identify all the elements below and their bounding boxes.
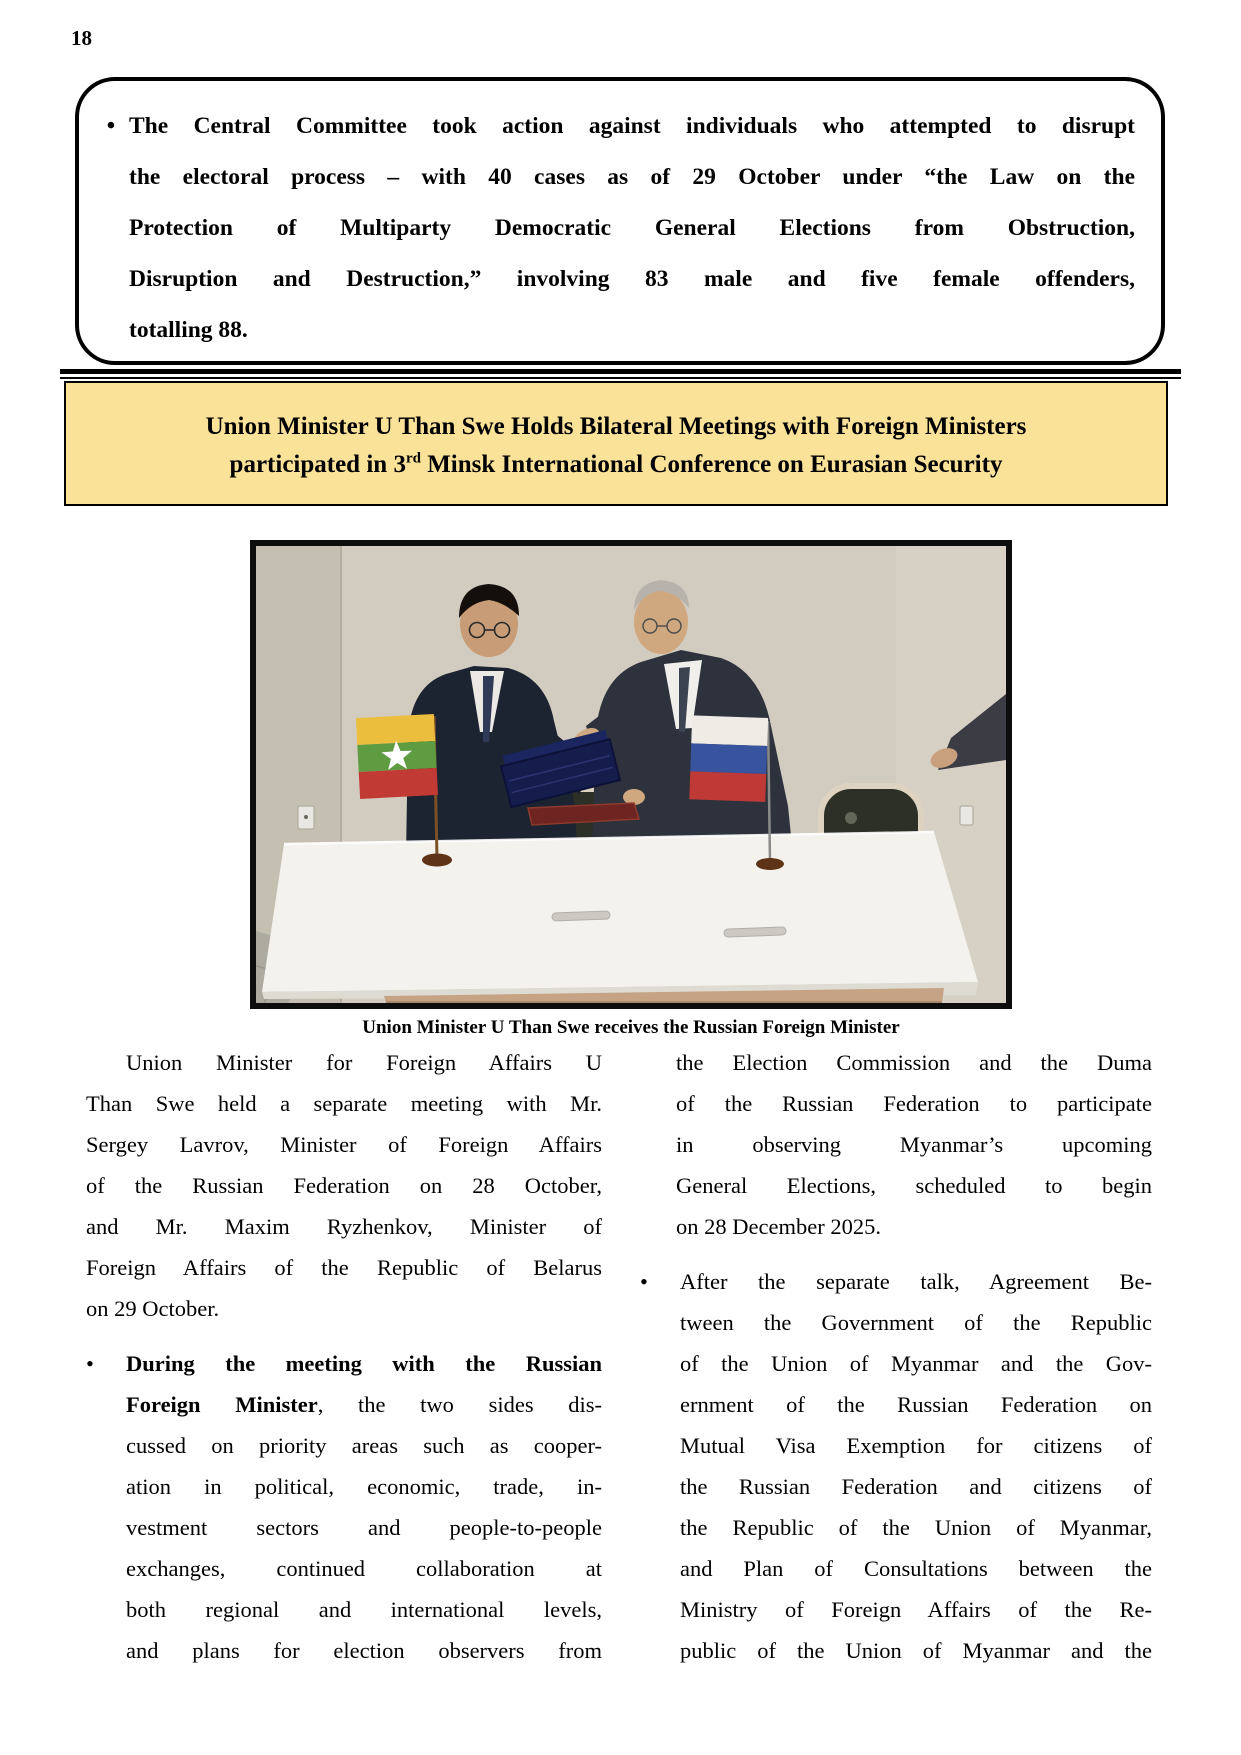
paragraph (86, 1042, 602, 1329)
right-column (640, 1042, 1152, 1671)
text-line: After the separate talk, Agreement Be- (680, 1269, 1152, 1294)
section-divider (60, 369, 1181, 379)
text-line: the Republic of the Union of Myanmar, (680, 1515, 1152, 1540)
text-line: vestment sectors and people-to-people (126, 1515, 602, 1540)
text-line: Mutual Visa Exemption for citizens of (680, 1433, 1152, 1458)
ordinal-superscript: rd (405, 450, 421, 467)
photo-caption: Union Minister U Than Swe receives the Russian Foreign Minister (362, 1017, 900, 1038)
text-line: General Elections, scheduled to begin (676, 1173, 1152, 1198)
text-line: Sergey Lavrov, Minister of Foreign Affairs (86, 1132, 602, 1157)
text-line: and plans for election observers from (126, 1638, 602, 1663)
text-line: on 29 October. (86, 1296, 220, 1321)
article-body (86, 1042, 1152, 1671)
text-line: both regional and international levels, (126, 1597, 602, 1622)
text-line: of the Russian Federation on 28 October, (86, 1173, 602, 1198)
text-line: Protection of Multiparty Democratic General Elections from Obstruction, (129, 215, 1135, 241)
article-headline (64, 381, 1168, 506)
text-line: on 28 December 2025. (676, 1214, 881, 1239)
text-line: of the Russian Federation to participate (676, 1091, 1152, 1116)
signing-table (262, 832, 978, 1003)
bullet-marker: • (640, 1269, 648, 1294)
headline-line-1: Union Minister U Than Swe Holds Bilateral Meetings with Foreign Ministers (205, 413, 1027, 440)
divider-thin-line (60, 377, 1181, 380)
paragraph-continued (640, 1042, 1152, 1247)
text-line: The Central Committee took action against individuals who attempted to disrupt (129, 113, 1135, 139)
alert-box (75, 77, 1165, 365)
bullet-paragraph (86, 1343, 602, 1671)
text-line: Union Minister for Foreign Affairs U (126, 1050, 602, 1075)
bullet-paragraph (640, 1261, 1152, 1671)
text-line: public of the Union of Myanmar and the (680, 1638, 1152, 1663)
text-line: the Russian Federation and citizens of (680, 1474, 1152, 1499)
text-line: Foreign Affairs of the Republic of Belarus (86, 1255, 602, 1280)
meeting-photo-graphic (256, 546, 1006, 1003)
text-line: Ministry of Foreign Affairs of the Re- (680, 1597, 1152, 1622)
photo-figure (250, 540, 1012, 1040)
text-line: and Mr. Maxim Ryzhenkov, Minister of (86, 1214, 602, 1239)
left-column (86, 1042, 602, 1671)
text-line: of the Union of Myanmar and the Gov- (680, 1351, 1152, 1376)
text-line: totalling 88. (129, 317, 248, 343)
text-line: the electoral process – with 40 cases as of 29 October under “the Law on the (129, 164, 1135, 190)
text-line: Than Swe held a separate meeting with Mr. (86, 1091, 602, 1116)
text-line: During the meeting with the Russian (126, 1351, 602, 1376)
headline-line-2: participated in 3rd Minsk International Conference on Eurasian Security (229, 450, 1003, 478)
text-line: Disruption and Destruction,” involving 83 male and five female offenders, (129, 266, 1135, 292)
page-number: 18 (71, 26, 92, 50)
text-line: and Plan of Consultations between the (680, 1556, 1152, 1581)
text-line: in observing Myanmar’s upcoming (676, 1132, 1152, 1157)
meeting-photo (250, 540, 1012, 1009)
bullet-marker: • (106, 113, 116, 139)
text-line: ernment of the Russian Federation on (680, 1392, 1152, 1417)
text-line: tween the Government of the Republic (680, 1310, 1152, 1335)
text-line: the Election Commission and the Duma (676, 1050, 1152, 1075)
text-line: Foreign Minister, the two sides dis- (126, 1392, 602, 1417)
text-line: cussed on priority areas such as cooper- (126, 1433, 602, 1458)
alert-text (129, 101, 1135, 356)
text-line: exchanges, continued collaboration at (126, 1556, 602, 1581)
divider-thick-line (60, 369, 1181, 374)
bullet-marker: • (86, 1351, 94, 1376)
text-line: ation in political, economic, trade, in- (126, 1474, 602, 1499)
